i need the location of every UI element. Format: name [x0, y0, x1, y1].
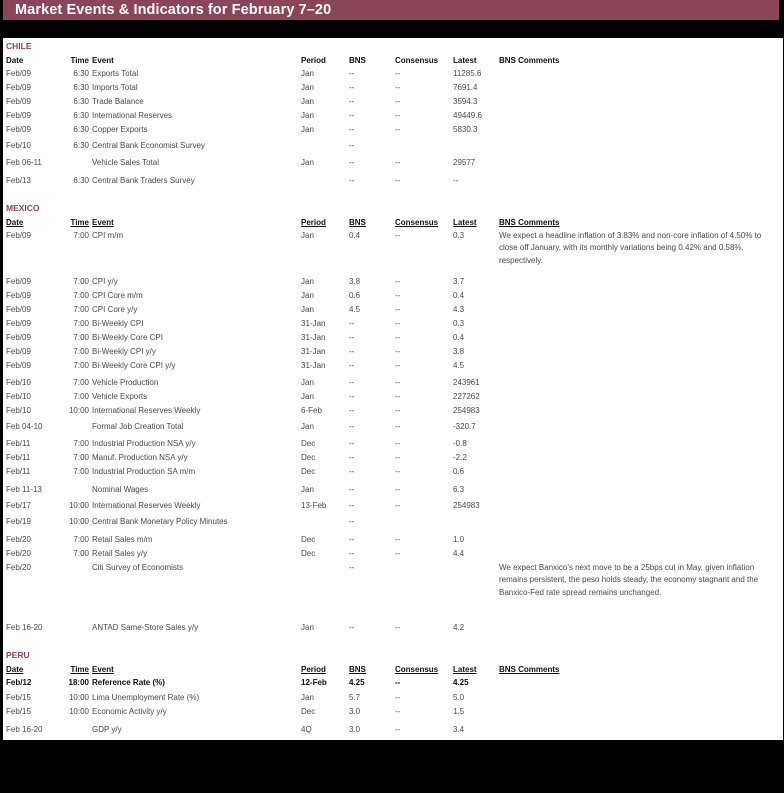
- table-row: [3, 534, 783, 546]
- bns-cell: --: [349, 392, 355, 401]
- consensus-cell: --: [395, 693, 401, 702]
- latest-cell: 3.8: [453, 347, 465, 356]
- time-cell: 6:30: [73, 69, 89, 78]
- event-cell: Reference Rate (%): [92, 678, 165, 687]
- col-date: Date: [6, 665, 24, 674]
- bns-cell: 5.7: [349, 693, 361, 702]
- table-header-chile: [3, 55, 783, 67]
- latest-cell: 254983: [453, 406, 480, 415]
- bns-cell: --: [349, 623, 355, 632]
- event-cell: Economic Activity y/y: [92, 707, 167, 716]
- consensus-cell: --: [395, 485, 401, 494]
- date-cell: Feb 06-11: [6, 158, 42, 167]
- latest-cell: --: [453, 176, 459, 185]
- period-cell: Jan: [301, 693, 314, 702]
- period-cell: Jan: [301, 231, 314, 240]
- consensus-cell: --: [395, 439, 401, 448]
- period-cell: 12-Feb: [301, 678, 327, 687]
- latest-cell: 254983: [453, 501, 480, 510]
- time-cell: 7:00: [73, 549, 89, 558]
- latest-cell: 29577: [453, 158, 476, 167]
- bns-cell: --: [349, 485, 355, 494]
- col-event: Event: [92, 56, 114, 65]
- date-cell: Feb/11: [6, 467, 31, 476]
- table-row: [3, 318, 783, 330]
- event-cell: Central Bank Traders Survey: [92, 176, 195, 185]
- date-cell: Feb/09: [6, 319, 31, 328]
- events-table: [3, 38, 783, 740]
- table-header-peru: [3, 664, 783, 676]
- col-period: Period: [301, 56, 326, 65]
- period-cell: Jan: [301, 111, 314, 120]
- bns-cell: --: [349, 378, 355, 387]
- consensus-cell: --: [395, 678, 401, 687]
- col-comments: BNS Comments: [499, 56, 560, 65]
- event-cell: Copper Exports: [92, 125, 148, 134]
- latest-cell: 4.5: [453, 361, 465, 370]
- consensus-cell: --: [395, 69, 401, 78]
- bns-cell: --: [349, 176, 355, 185]
- event-cell: Retail Sales y/y: [92, 549, 148, 558]
- bns-cell: --: [349, 467, 355, 476]
- col-consensus: Consensus: [395, 665, 439, 674]
- bns-cell: --: [349, 549, 355, 558]
- time-cell: 10:00: [68, 517, 89, 526]
- consensus-cell: --: [395, 501, 401, 510]
- event-cell: Retail Sales m/m: [92, 535, 153, 544]
- event-cell: GDP y/y: [92, 725, 122, 734]
- table-row: [3, 724, 783, 736]
- col-period: Period: [301, 665, 326, 674]
- date-cell: Feb/10: [6, 378, 31, 387]
- date-cell: Feb/09: [6, 69, 31, 78]
- bns-cell: 4.5: [349, 305, 361, 314]
- consensus-cell: --: [395, 176, 401, 185]
- time-cell: 7:00: [73, 378, 89, 387]
- event-cell: Bi-Weekly CPI: [92, 319, 144, 328]
- bns-cell: --: [349, 453, 355, 462]
- time-cell: 7:00: [73, 291, 89, 300]
- latest-cell: 243961: [453, 378, 480, 387]
- table-row: [3, 276, 783, 288]
- col-date: Date: [6, 218, 24, 227]
- event-cell: Central Bank Monetary Policy Minutes: [92, 517, 228, 526]
- date-cell: Feb/09: [6, 277, 31, 286]
- consensus-cell: --: [395, 361, 401, 370]
- period-cell: Jan: [301, 392, 314, 401]
- time-cell: 7:00: [73, 439, 89, 448]
- date-cell: Feb/09: [6, 291, 31, 300]
- consensus-cell: --: [395, 707, 401, 716]
- event-cell: Imports Total: [92, 83, 138, 92]
- time-cell: 10:00: [68, 406, 89, 415]
- period-cell: 31-Jan: [301, 347, 326, 356]
- latest-cell: 0.4: [453, 333, 465, 342]
- consensus-cell: --: [395, 725, 401, 734]
- bns-cell: --: [349, 501, 355, 510]
- table-row: [3, 82, 783, 94]
- date-cell: Feb 16-20: [6, 623, 43, 632]
- date-cell: Feb/09: [6, 125, 31, 134]
- date-cell: Feb/09: [6, 83, 31, 92]
- date-cell: Feb/09: [6, 111, 31, 120]
- time-cell: 6:30: [73, 141, 89, 150]
- period-cell: Dec: [301, 467, 316, 476]
- table-row: [3, 332, 783, 344]
- bns-cell: --: [349, 422, 355, 431]
- date-cell: Feb/10: [6, 392, 31, 401]
- latest-cell: 4.2: [453, 623, 465, 632]
- bns-cell: 4.25: [349, 678, 365, 687]
- bns-cell: --: [349, 439, 355, 448]
- event-cell: Citi Survey of Economists: [92, 563, 184, 572]
- consensus-cell: --: [395, 97, 401, 106]
- event-cell: Manuf. Production NSA y/y: [92, 453, 188, 462]
- period-cell: Jan: [301, 485, 314, 494]
- table-row: [3, 466, 783, 478]
- latest-cell: 11285.6: [453, 69, 482, 78]
- date-cell: Feb 04-10: [6, 422, 43, 431]
- date-cell: Feb/09: [6, 361, 31, 370]
- period-cell: Jan: [301, 277, 314, 286]
- col-latest: Latest: [453, 56, 477, 65]
- consensus-cell: --: [395, 305, 401, 314]
- consensus-cell: --: [395, 111, 401, 120]
- col-date: Date: [6, 56, 24, 65]
- period-cell: Jan: [301, 97, 314, 106]
- bns-cell: --: [349, 97, 355, 106]
- date-cell: Feb/15: [6, 693, 31, 702]
- time-cell: 7:00: [73, 277, 89, 286]
- col-time: Time: [70, 665, 89, 674]
- bns-cell: --: [349, 319, 355, 328]
- table-row: [3, 304, 783, 316]
- event-cell: Vehicle Production: [92, 378, 159, 387]
- latest-cell: 0.4: [453, 291, 465, 300]
- table-row: [3, 516, 783, 528]
- time-cell: 7:00: [73, 453, 89, 462]
- bns-cell: 0.4: [349, 231, 361, 240]
- period-cell: Jan: [301, 378, 314, 387]
- latest-cell: 4.3: [453, 305, 465, 314]
- col-comments: BNS Comments: [499, 665, 560, 674]
- date-cell: Feb/20: [6, 549, 31, 558]
- time-cell: 7:00: [73, 231, 89, 240]
- date-cell: Feb/09: [6, 305, 31, 314]
- bns-cell: --: [349, 158, 355, 167]
- table-row: [3, 290, 783, 302]
- table-row: [3, 421, 783, 433]
- date-cell: Feb/09: [6, 97, 31, 106]
- comment-cell: We expect Banxico's next move to be a 25bps cut in May, given inflation remains persistent, the peso holds steady, the economy stagnant and the Banxico-Fed rate spread remains unchanged.: [499, 563, 759, 597]
- date-cell: Feb/11: [6, 439, 31, 448]
- period-cell: 4Q: [301, 725, 312, 734]
- date-cell: Feb/09: [6, 333, 31, 342]
- date-cell: Feb/09: [6, 231, 31, 240]
- col-latest: Latest: [453, 218, 477, 227]
- consensus-cell: --: [395, 422, 401, 431]
- table-row: [3, 140, 783, 152]
- table-row: [3, 346, 783, 358]
- bns-cell: --: [349, 347, 355, 356]
- col-time: Time: [70, 56, 89, 65]
- bns-cell: 3.8: [349, 277, 361, 286]
- event-cell: Lima Unemployment Rate (%): [92, 693, 200, 702]
- period-cell: Dec: [301, 707, 316, 716]
- event-cell: CPI Core m/m: [92, 291, 143, 300]
- time-cell: 18:00: [68, 678, 89, 687]
- table-row: [3, 175, 783, 187]
- date-cell: Feb/09: [6, 347, 31, 356]
- period-cell: 6-Feb: [301, 406, 322, 415]
- time-cell: 7:00: [73, 392, 89, 401]
- latest-cell: 1.0: [453, 535, 465, 544]
- period-cell: Dec: [301, 439, 316, 448]
- period-cell: Jan: [301, 125, 314, 134]
- table-row: [3, 391, 783, 403]
- event-cell: International Reserves Weekly: [92, 501, 201, 510]
- latest-cell: -0.8: [453, 439, 467, 448]
- bns-cell: --: [349, 563, 355, 572]
- event-cell: Central Bank Economist Survey: [92, 141, 205, 150]
- table-row: [3, 692, 783, 704]
- consensus-cell: --: [395, 158, 401, 167]
- latest-cell: 4.25: [453, 678, 469, 687]
- consensus-cell: --: [395, 83, 401, 92]
- col-event: Event: [92, 665, 114, 674]
- col-latest: Latest: [453, 665, 477, 674]
- col-time: Time: [70, 218, 89, 227]
- table-row: [3, 500, 783, 512]
- latest-cell: -320.7: [453, 422, 476, 431]
- date-cell: Feb/20: [6, 563, 31, 572]
- table-row: [3, 438, 783, 450]
- latest-cell: 5.0: [453, 693, 465, 702]
- time-cell: 7:00: [73, 305, 89, 314]
- col-consensus: Consensus: [395, 56, 439, 65]
- event-cell: Formal Job Creation Total: [92, 422, 184, 431]
- latest-cell: 7691.4: [453, 83, 478, 92]
- bns-cell: 3.0: [349, 707, 361, 716]
- event-cell: Industrial Production SA m/m: [92, 467, 196, 476]
- event-cell: Trade Balance: [92, 97, 144, 106]
- event-cell: CPI y/y: [92, 277, 118, 286]
- time-cell: 6:30: [73, 176, 89, 185]
- period-cell: Jan: [301, 623, 314, 632]
- consensus-cell: --: [395, 347, 401, 356]
- col-comments: BNS Comments: [499, 218, 560, 227]
- event-cell: Industrial Production NSA y/y: [92, 439, 196, 448]
- period-cell: Jan: [301, 422, 314, 431]
- table-row: [3, 360, 783, 372]
- table-row: [3, 124, 783, 136]
- col-bns: BNS: [349, 665, 366, 674]
- time-cell: 7:00: [73, 361, 89, 370]
- date-cell: Feb/20: [6, 535, 31, 544]
- time-cell: 6:30: [73, 83, 89, 92]
- period-cell: Jan: [301, 291, 314, 300]
- page-title: Market Events & Indicators for February 7–20: [3, 0, 779, 20]
- latest-cell: 0.3: [453, 319, 465, 328]
- period-cell: Jan: [301, 305, 314, 314]
- col-bns: BNS: [349, 56, 366, 65]
- date-cell: Feb/11: [6, 453, 31, 462]
- table-row: [3, 68, 783, 80]
- date-cell: Feb 11-13: [6, 485, 42, 494]
- latest-cell: 5830.3: [453, 125, 478, 134]
- event-cell: ANTAD Same-Store Sales y/y: [92, 623, 199, 632]
- col-bns: BNS: [349, 218, 366, 227]
- consensus-cell: --: [395, 623, 401, 632]
- latest-cell: 3.4: [453, 725, 465, 734]
- period-cell: 31-Jan: [301, 319, 326, 328]
- period-cell: 31-Jan: [301, 361, 326, 370]
- period-cell: 13-Feb: [301, 501, 327, 510]
- date-cell: Feb/10: [6, 406, 31, 415]
- time-cell: 10:00: [68, 693, 89, 702]
- event-cell: Exports Total: [92, 69, 139, 78]
- bns-cell: --: [349, 333, 355, 342]
- event-cell: Bi-Weekly Core CPI y/y: [92, 361, 176, 370]
- latest-cell: 3.7: [453, 277, 465, 286]
- consensus-cell: --: [395, 406, 401, 415]
- bns-cell: 3.0: [349, 725, 361, 734]
- time-cell: 10:00: [68, 707, 89, 716]
- latest-cell: 0.6: [453, 467, 465, 476]
- consensus-cell: --: [395, 378, 401, 387]
- event-cell: International Reserves Weekly: [92, 406, 201, 415]
- date-cell: Feb/13: [6, 176, 31, 185]
- bns-cell: --: [349, 406, 355, 415]
- section-label-chile: CHILE: [6, 41, 32, 51]
- table-row: [3, 484, 783, 496]
- consensus-cell: --: [395, 277, 401, 286]
- consensus-cell: --: [395, 535, 401, 544]
- event-cell: International Reserves: [92, 111, 173, 120]
- event-cell: Vehicle Sales Total: [92, 158, 160, 167]
- table-row: [3, 548, 783, 560]
- bns-cell: --: [349, 361, 355, 370]
- latest-cell: 0.3: [453, 231, 465, 240]
- consensus-cell: --: [395, 453, 401, 462]
- event-cell: Bi-Weekly CPI y/y: [92, 347, 156, 356]
- section-label-peru: PERU: [6, 650, 30, 660]
- bns-cell: 0.6: [349, 291, 361, 300]
- date-cell: Feb/12: [6, 678, 32, 687]
- latest-cell: 49449.6: [453, 111, 482, 120]
- time-cell: 7:00: [73, 535, 89, 544]
- consensus-cell: --: [395, 333, 401, 342]
- table-row: [3, 706, 783, 718]
- bns-cell: --: [349, 125, 355, 134]
- bns-cell: --: [349, 535, 355, 544]
- period-cell: Jan: [301, 158, 314, 167]
- col-event: Event: [92, 218, 114, 227]
- table-row: [3, 157, 783, 169]
- date-cell: Feb/15: [6, 707, 31, 716]
- consensus-cell: --: [395, 125, 401, 134]
- period-cell: Dec: [301, 549, 316, 558]
- date-cell: Feb/19: [6, 517, 31, 526]
- comment-cell: We expect a headline inflation of 3.83% and non-core inflation of 4.50% to close off January, with its monthly variations being 0.42% and 0.58%, respectively.: [499, 231, 762, 265]
- bns-cell: --: [349, 517, 355, 526]
- time-cell: 6:30: [73, 125, 89, 134]
- time-cell: 6:30: [73, 97, 89, 106]
- period-cell: Jan: [301, 69, 314, 78]
- col-period: Period: [301, 218, 326, 227]
- consensus-cell: --: [395, 319, 401, 328]
- table-header-mexico: [3, 217, 783, 229]
- date-cell: Feb 16-20: [6, 725, 43, 734]
- time-cell: 10:00: [68, 501, 89, 510]
- bns-cell: --: [349, 69, 355, 78]
- section-label-mexico: MEXICO: [6, 203, 40, 213]
- table-row: [3, 452, 783, 464]
- event-cell: CPI m/m: [92, 231, 124, 240]
- latest-cell: -2.2: [453, 453, 467, 462]
- period-cell: Dec: [301, 453, 316, 462]
- time-cell: 7:00: [73, 319, 89, 328]
- consensus-cell: --: [395, 392, 401, 401]
- event-cell: Nominal Wages: [92, 485, 149, 494]
- period-cell: 31-Jan: [301, 333, 326, 342]
- bns-cell: --: [349, 141, 355, 150]
- bns-cell: --: [349, 111, 355, 120]
- table-row: [3, 230, 783, 265]
- time-cell: 7:00: [73, 467, 89, 476]
- table-row: [3, 110, 783, 122]
- date-cell: Feb/10: [6, 141, 31, 150]
- event-cell: Bi-Weekly Core CPI: [92, 333, 163, 342]
- table-row: [3, 405, 783, 417]
- latest-cell: 3594.3: [453, 97, 478, 106]
- latest-cell: 6.3: [453, 485, 465, 494]
- latest-cell: 4.4: [453, 549, 465, 558]
- table-row: [3, 677, 783, 689]
- period-cell: Dec: [301, 535, 316, 544]
- col-consensus: Consensus: [395, 218, 439, 227]
- bns-cell: --: [349, 83, 355, 92]
- event-cell: Vehicle Exports: [92, 392, 148, 401]
- consensus-cell: --: [395, 549, 401, 558]
- table-row: [3, 622, 783, 634]
- table-row: [3, 96, 783, 108]
- time-cell: 7:00: [73, 333, 89, 342]
- consensus-cell: --: [395, 467, 401, 476]
- latest-cell: 227262: [453, 392, 480, 401]
- latest-cell: 1.5: [453, 707, 465, 716]
- period-cell: Jan: [301, 83, 314, 92]
- event-cell: CPI Core y/y: [92, 305, 138, 314]
- time-cell: 7:00: [73, 347, 89, 356]
- date-cell: Feb/17: [6, 501, 31, 510]
- table-row: [3, 562, 783, 597]
- consensus-cell: --: [395, 291, 401, 300]
- consensus-cell: --: [395, 231, 401, 240]
- time-cell: 6:30: [73, 111, 89, 120]
- table-row: [3, 377, 783, 389]
